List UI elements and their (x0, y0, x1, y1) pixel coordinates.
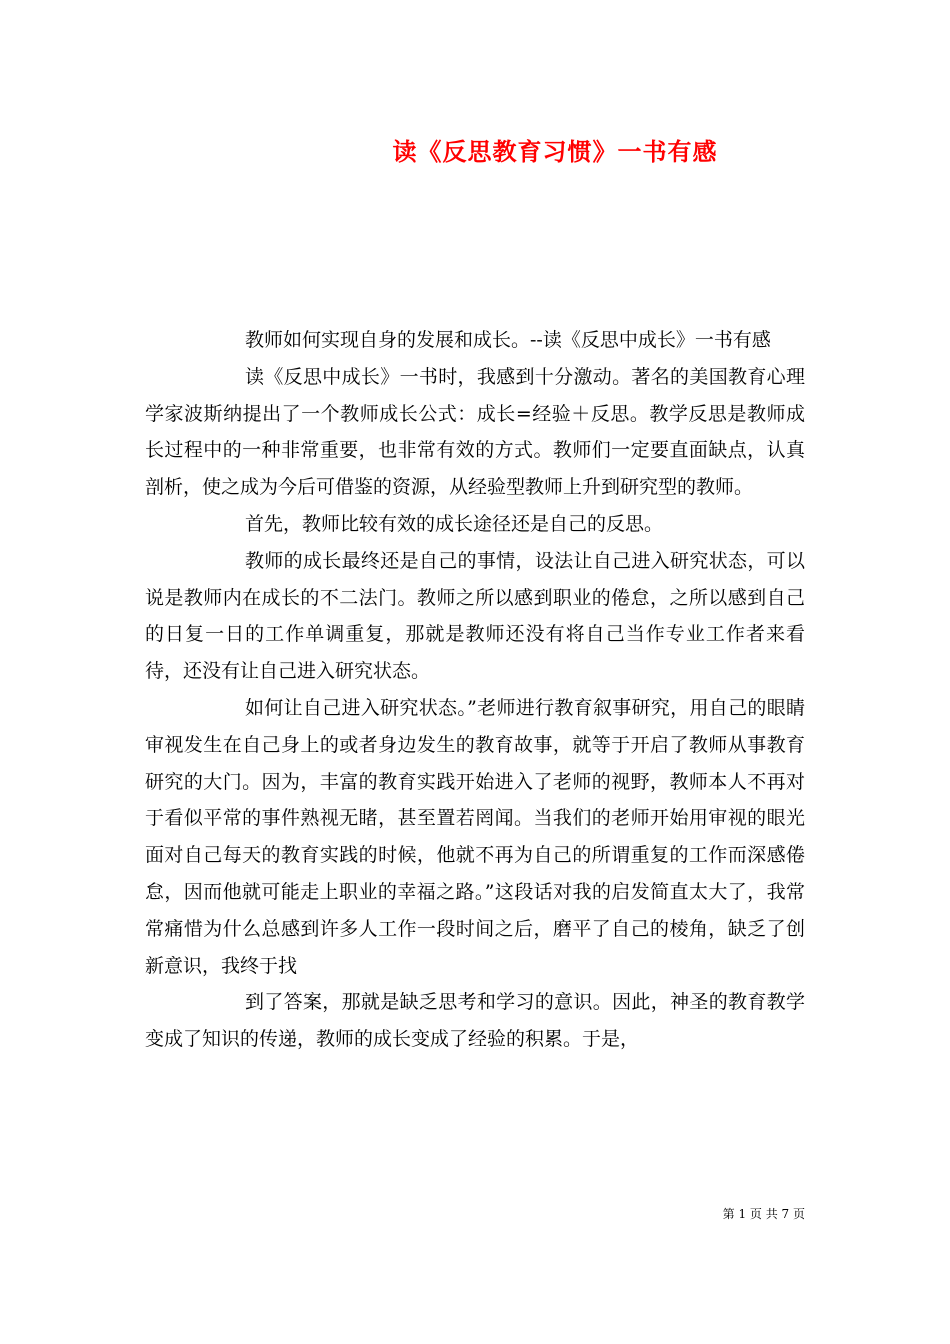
page-number-footer: 第 1 页 共 7 页 (722, 1207, 805, 1221)
paragraph-2: 读《反思中成长》一书时，我感到十分激动。著名的美国教育心理学家波斯纳提出了一个教师成长公式：成长=经验＋反思。教学反思是教师成长过程中的一种非常重要，也非常有效的方式。教师们一定要直面缺点，认真剖析，使之成为今后可借鉴的资源，从经验型教师上升到研究型的教师。 (145, 365, 805, 499)
paragraph-3: 首先，教师比较有效的成长途径还是自己的反思。 (245, 512, 664, 535)
paragraph-5: 如何让自己进入研究状态。”老师进行教育叙事研究，用自己的眼睛审视发生在自己身上的或者身边发生的教育故事，就等于开启了教师从事教育研究的大门。因为，丰富的教育实践开始进入了老师的视野，教师本人不再对于看似平常的事件熟视无睹，甚至置若罔闻。当我们的老师开始用审视的眼光面对自己每天的教育实践的时候，他就不再为自己的所谓重复的工作而深感倦怠，因而他就可能走上职业的幸福之路。”这段话对我的启发简直太大了，我常常痛惜为什么总感到许多人工作一段时间之后，磨平了自己的棱角，缺乏了创新意识，我终于找 (145, 696, 805, 977)
paragraph-1: 教师如何实现自身的发展和成长。--读《反思中成长》一书有感 (245, 329, 771, 351)
paragraph-4: 教师的成长最终还是自己的事情，设法让自己进入研究状态，可以说是教师内在成长的不二法门。教师之所以感到职业的倦怠，之所以感到自己的日复一日的工作单调重复，那就是教师还没有将自己当作专业工作者来看待，还没有让自己进入研究状态。 (145, 549, 805, 683)
document-title: 读《反思教育习惯》一书有感 (392, 138, 718, 166)
paragraph-6: 到了答案，那就是缺乏思考和学习的意识。因此，神圣的教育教学变成了知识的传递，教师的成长变成了经验的积累。于是， (145, 991, 805, 1051)
document-body (145, 322, 805, 1058)
